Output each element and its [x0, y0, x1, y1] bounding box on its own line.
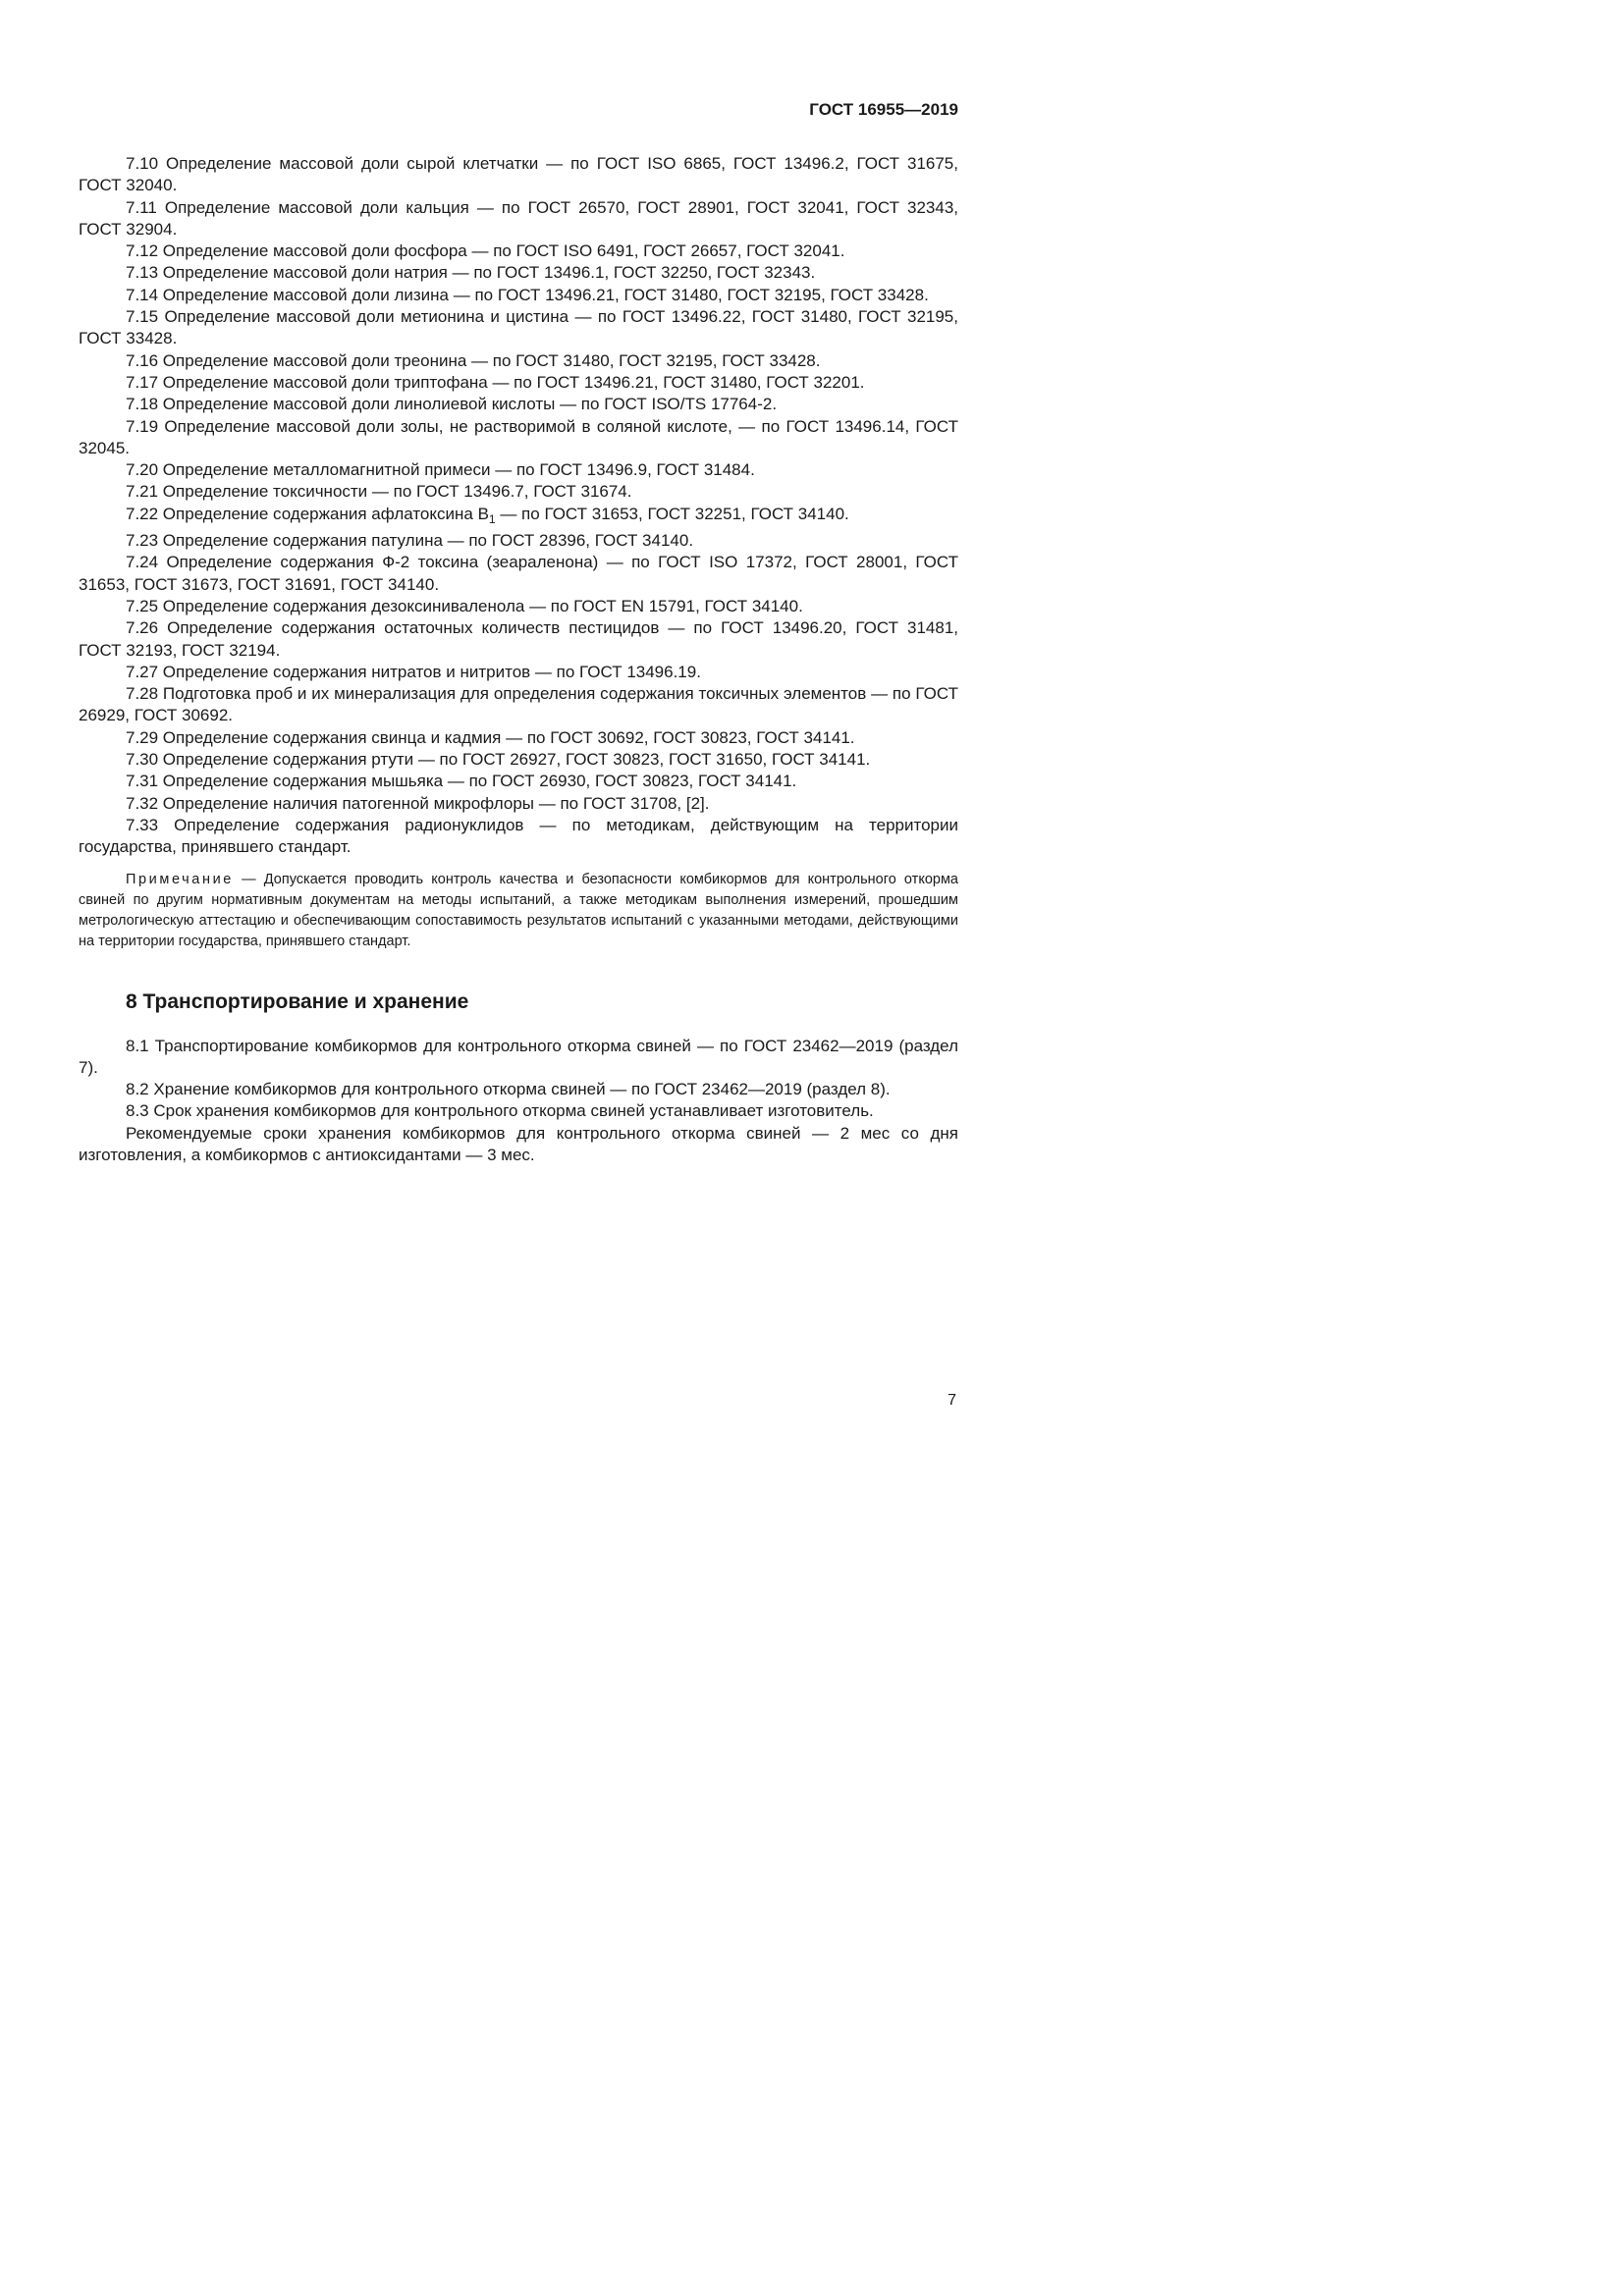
note-label: Примечание	[126, 871, 234, 887]
clause-7-31: 7.31 Определение содержания мышьяка — по ГОСТ 26930, ГОСТ 30823, ГОСТ 34141.	[126, 772, 797, 791]
clause-7-12: 7.12 Определение массовой доли фосфора — по ГОСТ ISO 6491, ГОСТ 26657, ГОСТ 32041.	[126, 241, 845, 261]
note	[79, 870, 958, 952]
clause-7-15: 7.15 Определение массовой доли метионина и цистина — по ГОСТ 13496.22, ГОСТ 31480, ГОСТ 32195, ГОСТ 33428.	[79, 307, 958, 348]
clause-7-21: 7.21 Определение токсичности — по ГОСТ 13496.7, ГОСТ 31674.	[126, 482, 632, 502]
clause-7-20: 7.20 Определение металломагнитной примеси — по ГОСТ 13496.9, ГОСТ 31484.	[126, 460, 755, 480]
clause-7-29: 7.29 Определение содержания свинца и кадмия — по ГОСТ 30692, ГОСТ 30823, ГОСТ 34141.	[126, 727, 855, 747]
clause-7-17: 7.17 Определение массовой доли триптофана — по ГОСТ 13496.21, ГОСТ 31480, ГОСТ 32201.	[126, 372, 865, 392]
clause-7-19: 7.19 Определение массовой доли золы, не растворимой в соляной кислоте, — по ГОСТ 13496.14, ГОСТ 32045.	[79, 416, 958, 457]
clause-7-33: 7.33 Определение содержания радионуклидов — по методикам, действующим на территории государства, принявшего стандарт.	[79, 815, 958, 857]
clause-7-18: 7.18 Определение массовой доли линолиевой кислоты — по ГОСТ ISO/TS 17764-2.	[126, 395, 778, 414]
clause-7-24: 7.24 Определение содержания Ф-2 токсина (зеараленона) — по ГОСТ ISO 17372, ГОСТ 28001, ГОСТ 31653, ГОСТ 31673, ГОСТ 31691, ГОСТ 34140.	[79, 553, 958, 594]
clause-7-11: 7.11 Определение массовой доли кальция — по ГОСТ 26570, ГОСТ 28901, ГОСТ 32041, ГОСТ 32343, ГОСТ 32904.	[79, 197, 958, 239]
clause-7-16: 7.16 Определение массовой доли треонина — по ГОСТ 31480, ГОСТ 32195, ГОСТ 33428.	[126, 350, 821, 370]
clause-7-30: 7.30 Определение содержания ртути — по ГОСТ 26927, ГОСТ 30823, ГОСТ 31650, ГОСТ 34141.	[126, 750, 871, 770]
clause-7-22	[79, 504, 958, 530]
clause-7-13: 7.13 Определение массовой доли натрия — по ГОСТ 13496.1, ГОСТ 32250, ГОСТ 32343.	[126, 263, 816, 283]
document-body	[79, 153, 958, 1166]
clause-7-27: 7.27 Определение содержания нитратов и нитритов — по ГОСТ 13496.19.	[126, 662, 701, 681]
clause-7-23: 7.23 Определение содержания патулина — по ГОСТ 28396, ГОСТ 34140.	[126, 531, 694, 551]
clause-8-1: 8.1 Транспортирование комбикормов для контрольного откорма свиней — по ГОСТ 23462—2019 (раздел 7).	[79, 1036, 958, 1077]
clause-7-14: 7.14 Определение массовой доли лизина — по ГОСТ 13496.21, ГОСТ 31480, ГОСТ 32195, ГОСТ 33428.	[126, 285, 929, 304]
clause-7-25: 7.25 Определение содержания дезоксиниваленола — по ГОСТ EN 15791, ГОСТ 34140.	[126, 596, 803, 615]
document-header: ГОСТ 16955—2019	[809, 100, 958, 119]
clause-7-22-refs: — по ГОСТ 31653, ГОСТ 32251, ГОСТ 34140.	[495, 504, 849, 523]
clause-7-10: 7.10 Определение массовой доли сырой клетчатки — по ГОСТ ISO 6865, ГОСТ 13496.2, ГОСТ 31675, ГОСТ 32040.	[79, 154, 958, 195]
clause-8-3: 8.3 Срок хранения комбикормов для контрольного откорма свиней устанавливает изготовитель.	[126, 1101, 874, 1121]
note-text: — Допускается проводить контроль качества и безопасности комбикормов для контрольного откорма свиней по другим нормативным документам на методы испытаний, а также методикам выполнения измерений, прошедшим метрологическую аттестацию и обеспечивающим сопоставимость результатов испытаний с указанными методами, действующими на территории государства, принявшего стандарт.	[79, 871, 958, 949]
clause-7-26: 7.26 Определение содержания остаточных количеств пестицидов — по ГОСТ 13496.20, ГОСТ 31481, ГОСТ 32193, ГОСТ 32194.	[79, 618, 958, 660]
clause-7-28: 7.28 Подготовка проб и их минерализация для определения содержания токсичных элементов — по ГОСТ 26929, ГОСТ 30692.	[79, 684, 958, 725]
page-number: 7	[947, 1392, 956, 1409]
clause-8-2: 8.2 Хранение комбикормов для контрольного откорма свиней — по ГОСТ 23462—2019 (раздел 8).	[126, 1080, 891, 1099]
clause-7-22-text: 7.22 Определение содержания афлатоксина В	[126, 504, 489, 523]
clause-7-32: 7.32 Определение наличия патогенной микрофлоры — по ГОСТ 31708, [2].	[126, 793, 710, 813]
subscript: 1	[488, 511, 496, 526]
storage-recommendation: Рекомендуемые сроки хранения комбикормов для контрольного откорма свиней — 2 мес со дня изготовления, а комбикормов с антиоксидантами — 3 мес.	[79, 1123, 958, 1164]
section-8-title: 8 Транспортирование и хранение	[126, 989, 469, 1013]
